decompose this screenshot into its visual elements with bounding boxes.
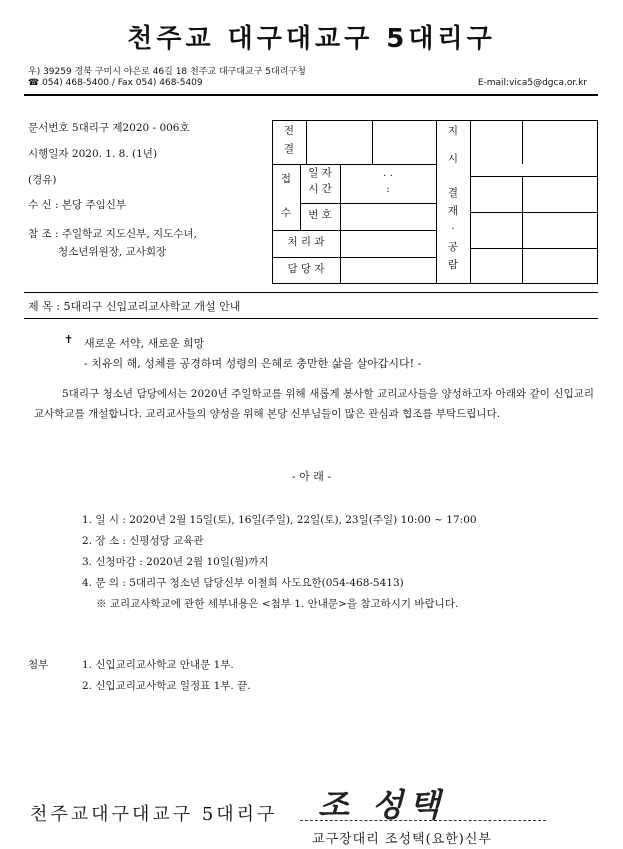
label-je: 재 bbox=[447, 205, 459, 217]
label-dot: · bbox=[451, 223, 455, 235]
label-ji: 지 bbox=[447, 125, 459, 137]
date-dots: . . bbox=[382, 167, 393, 179]
attachment-2: 2. 신입교리교사학교 일정표 1부. 끝. bbox=[82, 680, 251, 692]
sender-name: 천주교대구대교구 5대리구 bbox=[30, 804, 278, 825]
recipient: 수 신 : 본당 주임신부 bbox=[28, 199, 127, 211]
signer-title: 교구장대리 조성택(요한)신부 bbox=[312, 832, 492, 847]
label-su: 수 bbox=[280, 207, 292, 219]
signature-line bbox=[300, 820, 546, 821]
document-title: 천주교 대구대교구 5대리구 bbox=[127, 24, 496, 54]
label-beonho: 번 호 bbox=[308, 209, 332, 221]
slogan-line-1: 새로운 서약, 새로운 희망 bbox=[84, 337, 205, 350]
note: ※ 교리교사학교에 관한 세부내용은 <첨부 1. 안내문>을 참고하시기 바랍니다. bbox=[96, 598, 459, 610]
doc-number: 문서번호 5대리구 제2020 - 006호 bbox=[28, 122, 190, 134]
subject-bottom-rule bbox=[24, 318, 598, 319]
subject-top-rule bbox=[24, 292, 598, 293]
time-colon: : bbox=[386, 183, 390, 195]
label-ram: 람 bbox=[447, 259, 459, 271]
header-rule bbox=[24, 94, 598, 96]
label-ilja: 일 자 bbox=[308, 167, 332, 179]
phone-fax: ☎ 054) 468-5400 / Fax 054) 468-5409 bbox=[28, 78, 203, 88]
label-jeon: 전 bbox=[283, 125, 295, 137]
issue-date: 시행일자 2020. 1. 8. (1년) bbox=[28, 148, 158, 160]
address: 우) 39259 경북 구미시 야은로 46길 18 천주교 대구대교구 5대리구청 bbox=[28, 67, 306, 77]
signature: 조 성택 bbox=[318, 786, 446, 824]
reference-line-2: 청소년위원장, 교사회장 bbox=[58, 246, 167, 258]
label-cheorigwa: 처 리 과 bbox=[287, 236, 325, 248]
email: E-mail:vica5@dgca.or.kr bbox=[477, 78, 587, 88]
attachment-1: 1. 신입교리교사학교 안내문 1부. bbox=[82, 659, 234, 671]
subject: 제 목 : 5대리구 신입교리교사학교 개설 안내 bbox=[28, 300, 241, 313]
body-paragraph: 5대리구 청소년 담당에서는 2020년 주일학교를 위해 새롭게 봉사할 교리교사들을 양성하고자 아래와 같이 신입교리교사학교를 개설합니다. 교리교사들의 양성을 위해 본당 신부님들이 많은 관심과 협조를 부탁드립니다. bbox=[34, 388, 594, 420]
label-damdangja: 담 당 자 bbox=[287, 263, 325, 275]
reference-line-1: 참 조 : 주일학교 지도신부, 지도수녀, bbox=[28, 228, 197, 240]
item-deadline: 3. 신청마감 : 2020년 2월 10일(월)까지 bbox=[82, 556, 269, 568]
label-gong: 공 bbox=[447, 241, 459, 253]
cross-icon: ✝ bbox=[64, 333, 74, 346]
attachment-label: 첨부 bbox=[28, 659, 49, 671]
item-inquiry: 4. 문 의 : 5대리구 청소년 담당신부 이철희 사도요한(054-468-5413) bbox=[82, 577, 404, 589]
via: (경유) bbox=[28, 174, 57, 186]
label-si: 시 bbox=[447, 153, 459, 165]
label-sigan: 시 간 bbox=[308, 183, 332, 195]
label-gyeol2: 결 bbox=[447, 187, 459, 199]
slogan-line-2: - 치유의 해, 성체를 공경하며 성령의 은혜로 충만한 삶을 살아갑시다! - bbox=[84, 357, 422, 370]
below-heading: - 아 래 - bbox=[291, 470, 332, 483]
item-place: 2. 장 소 : 신평성당 교육관 bbox=[82, 535, 204, 547]
label-jeop: 접 bbox=[280, 173, 292, 185]
label-gyeol: 결 bbox=[283, 143, 295, 155]
item-datetime: 1. 일 시 : 2020년 2월 15일(토), 16일(주일), 22일(토), 23일(주일) 10:00 ~ 17:00 bbox=[82, 514, 477, 526]
